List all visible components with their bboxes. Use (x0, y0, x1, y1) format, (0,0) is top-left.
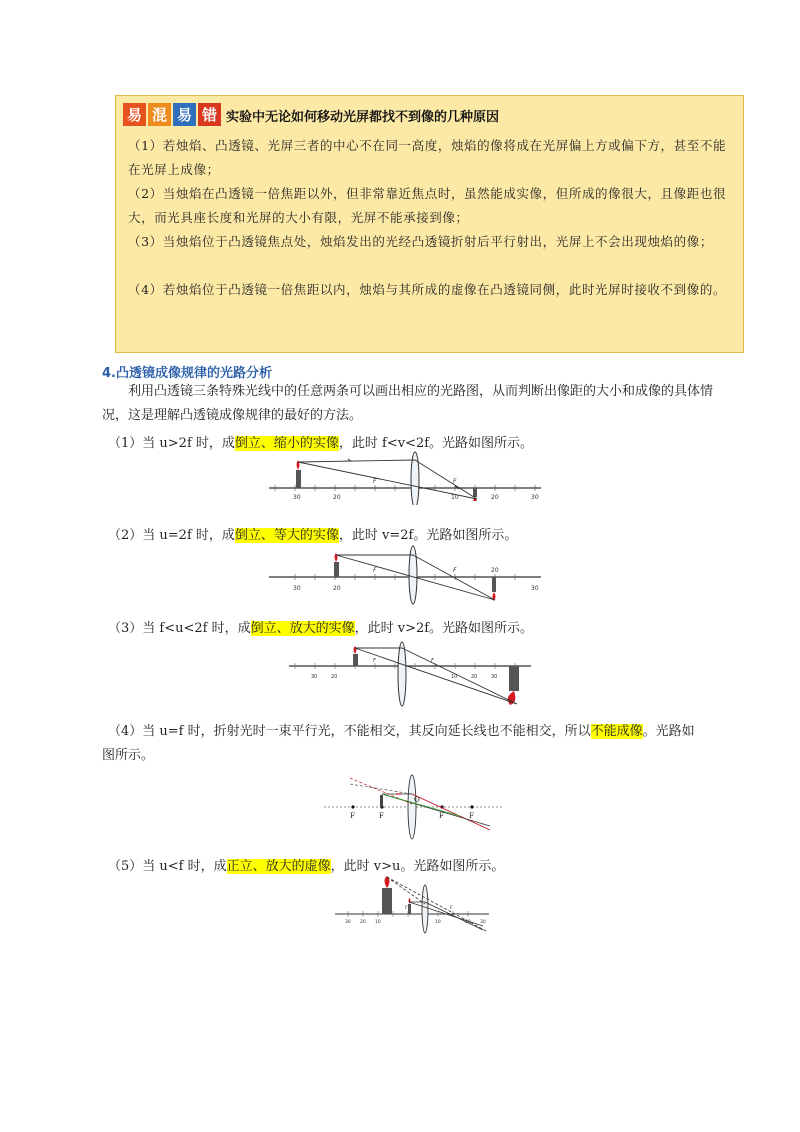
notice-box (115, 95, 744, 353)
case-3-pre: （3）当 f<u<2f 时，成 (108, 621, 251, 636)
d2-tick-5: 30 (531, 585, 539, 592)
case-1 (108, 432, 533, 451)
case-2-pre: （2）当 u=2f 时，成 (108, 528, 235, 543)
d4-label-3: F (439, 812, 444, 820)
d3-tick-5: 20 (471, 674, 478, 680)
d1-tick-5: 20 (491, 494, 499, 501)
case-4-highlight: 不能成像 (590, 724, 643, 739)
d2-tick-4: 20 (491, 567, 499, 574)
case-2-highlight: 倒立、等大的实像 (234, 528, 339, 543)
d4-label-1: F (379, 812, 384, 820)
notice-title: 实验中无论如何移动光屏都找不到像的几种原因 (226, 110, 500, 125)
case-5-post: ，此时 v>u。光路如图所示。 (330, 859, 505, 874)
d1-tick-1: 20 (333, 494, 341, 501)
badge-yi-2: 易 (173, 103, 196, 126)
case-4-pre: （4）当 u=f 时，折射光时一束平行光，不能相交，其反向延长线也不能相交，所以 (108, 724, 591, 739)
case-1-post: ，此时 f<v<2f。光路如图所示。 (338, 436, 534, 451)
case-2 (108, 524, 517, 543)
d1-tick-4: 10 (451, 494, 459, 501)
d3-tick-4: 10 (451, 674, 458, 680)
d2-tick-0: 30 (293, 585, 301, 592)
notice-item-1: （1）若烛焰、凸透镜、光屏三者的中心不在同一高度，烛焰的像将成在光屏偏上方或偏下方，甚至不能在光屏上成像； (128, 138, 727, 177)
case-1-pre: （1）当 u>2f 时，成 (108, 436, 235, 451)
case-4-continued: 图所示。 (102, 748, 155, 763)
d3-tick-2: F (373, 658, 376, 664)
diagram-case-4 (320, 772, 505, 842)
case-4 (108, 720, 738, 744)
case-3-post: ，此时 v>2f。光路如图所示。 (354, 621, 534, 636)
diagram-case-1 (265, 450, 545, 505)
diagram-case-2 (265, 545, 545, 607)
badge-cuo: 错 (198, 103, 221, 126)
d1-tick-6: 30 (531, 494, 539, 501)
d3-tick-3: F (431, 658, 434, 664)
badge-yi: 易 (123, 103, 146, 126)
notice-item-2: （2）当烛焰在凸透镜一倍焦距以外，但非常靠近焦点时，虽然能成实像，但所成的像很大，且像距也很大，而光具座长度和光屏的大小有限，光屏不能承接到像； (128, 186, 727, 225)
case-1-highlight: 倒立、缩小的实像 (234, 436, 339, 451)
badge-group (123, 103, 221, 126)
d5-tick-7: 30 (480, 920, 486, 925)
notice-item-3: （3）当烛焰位于凸透镜焦点处，烛焰发出的光经凸透镜折射后平行射出，光屏上不会出现烛焰的像； (128, 234, 713, 249)
d4-label-2: O (414, 796, 420, 804)
d2-tick-1: 20 (333, 585, 341, 592)
d3-tick-6: 30 (491, 674, 498, 680)
case-5-pre: （5）当 u<f 时，成 (108, 859, 227, 874)
case-5 (108, 855, 504, 874)
diagram-case-3 (285, 640, 535, 712)
case-4-post: 。光路如 (642, 724, 695, 739)
d3-tick-1: 20 (331, 674, 338, 680)
diagram-case-5 (333, 874, 493, 936)
d4-label-4: F (469, 812, 474, 820)
d1-tick-3: F (453, 478, 457, 485)
section-title: 4.凸透镜成像规律的光路分析 (102, 366, 272, 381)
case-3 (108, 617, 533, 636)
case-5-highlight: 正立、放大的虚像 (226, 859, 331, 874)
d4-label-0: F (350, 812, 355, 820)
case-3-highlight: 倒立、放大的实像 (250, 621, 355, 636)
intro-paragraph: 利用凸透镜三条特殊光线中的任意两条可以画出相应的光路图，从而判断出像距的大小和成像的具体情况，这是理解凸透镜成像规律的最好的方法。 (102, 384, 714, 423)
d5-tick-3: F (405, 906, 408, 911)
d5-tick-5: F (450, 906, 453, 911)
d5-tick-4: 10 (435, 920, 441, 925)
d1-tick-2: F (373, 478, 377, 485)
badge-hun: 混 (148, 103, 171, 126)
d1-tick-0: 30 (293, 494, 301, 501)
case-2-post: ，此时 v=2f。光路如图所示。 (338, 528, 518, 543)
d5-tick-2: 10 (375, 920, 381, 925)
d2-tick-2: F (373, 567, 377, 574)
d2-tick-3: F (453, 567, 457, 574)
d5-tick-0: 30 (345, 920, 351, 925)
d3-tick-0: 30 (311, 674, 318, 680)
d5-tick-1: 20 (360, 920, 366, 925)
d5-tick-6: 20 (465, 920, 471, 925)
notice-item-4: （4）若烛焰位于凸透镜一倍焦距以内，烛焰与其所成的虚像在凸透镜同侧，此时光屏时接收不到像的。 (128, 282, 727, 297)
